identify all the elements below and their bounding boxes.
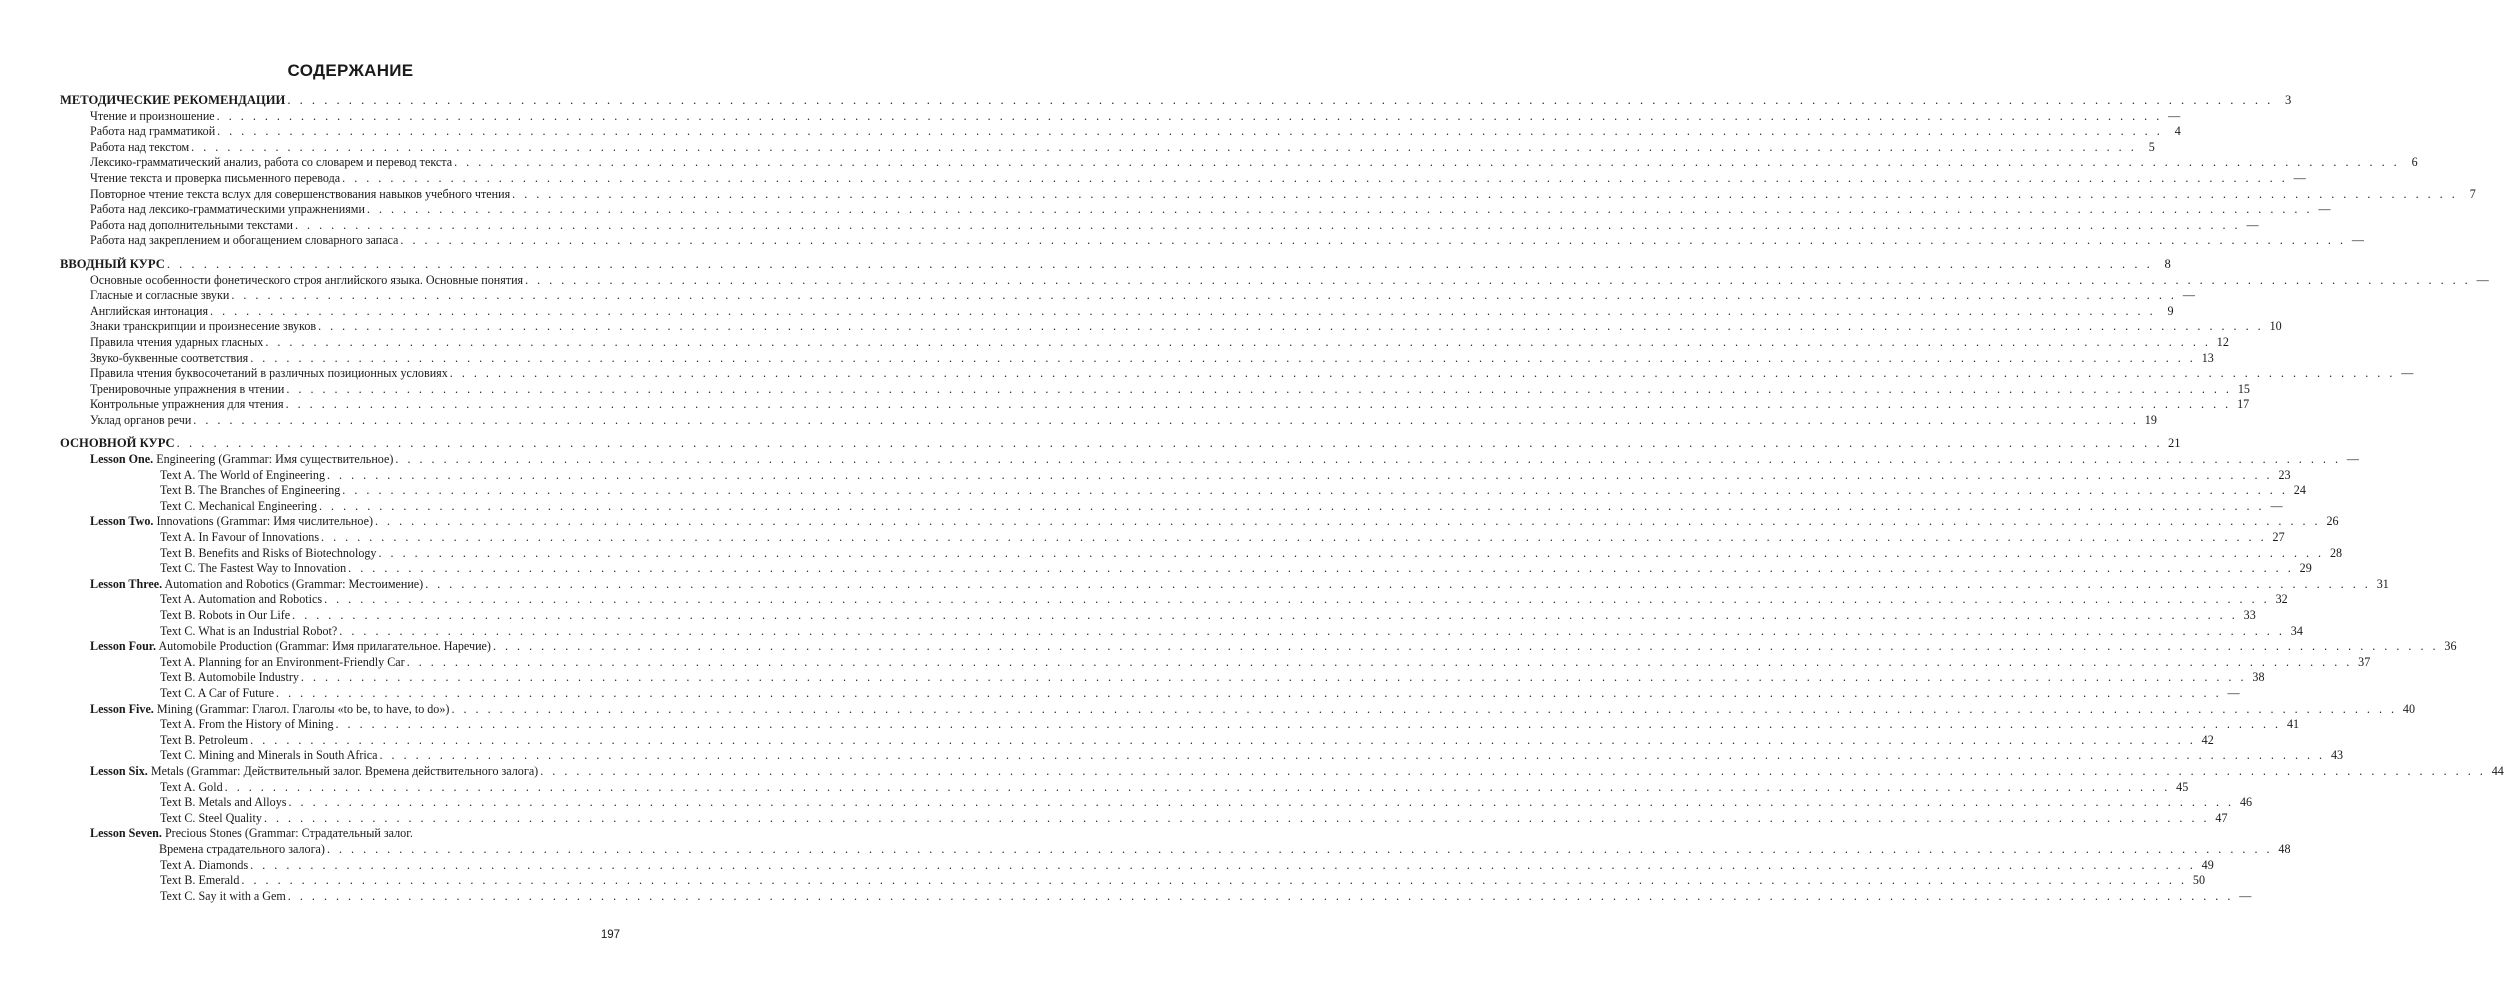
lesson-name: Lesson Three. — [90, 576, 163, 591]
text-entry-page: 47 — [2215, 810, 2228, 825]
dot-leader — [191, 140, 2137, 156]
text-entry — [60, 608, 2256, 624]
toc-entry-page: 13 — [2201, 350, 2214, 365]
lesson-entry — [60, 514, 2339, 530]
dot-leader — [225, 780, 2171, 796]
section-heading-page: 8 — [2164, 256, 2171, 271]
text-entry — [60, 623, 2303, 640]
toc-entry — [60, 303, 2174, 320]
text-entry-page: — — [2227, 685, 2240, 700]
toc-entry — [60, 155, 2418, 171]
dot-leader — [231, 288, 2177, 304]
toc-entry-page: — — [2401, 366, 2414, 381]
dot-leader — [400, 233, 2346, 249]
lesson-topic: Automation and Robotics (Grammar: Местоимение) — [164, 576, 424, 591]
toc-entry — [60, 288, 2195, 304]
text-entry-page: 24 — [2293, 483, 2306, 498]
lesson-entry-page: 40 — [2402, 701, 2416, 716]
text-entry-page: 46 — [2239, 795, 2253, 810]
dot-leader — [210, 304, 2156, 320]
lesson-entry — [60, 826, 619, 842]
dot-leader — [288, 889, 2234, 905]
text-entry — [60, 717, 2300, 733]
toc-entry-label: Уклад органов речи — [90, 412, 192, 427]
toc-entry-page: 5 — [2148, 139, 2155, 154]
dot-leader — [380, 748, 2326, 764]
dot-leader — [276, 686, 2222, 702]
toc-entry — [60, 170, 2306, 187]
toc-entry-page: 4 — [2174, 124, 2181, 139]
toc-entry-label: Знаки транскрипции и произнесение звуков — [90, 319, 317, 334]
toc-entry-page: 10 — [2269, 319, 2282, 334]
lesson-entry-label — [90, 577, 423, 593]
lesson-entry-page: 31 — [2376, 576, 2389, 591]
dot-leader — [512, 187, 2458, 203]
text-entry — [60, 857, 2214, 874]
dot-leader — [193, 413, 2139, 429]
section-heading-label: МЕТОДИЧЕСКИЕ РЕКОМЕНДАЦИИ — [60, 93, 286, 107]
text-entry — [60, 732, 2214, 749]
lesson-name: Lesson Seven. — [90, 826, 162, 841]
text-entry-page: 45 — [2176, 779, 2189, 794]
text-entry-label: Text C. Steel Quality — [160, 810, 262, 825]
dot-leader — [217, 109, 2163, 125]
text-entry-label: Text A. Diamonds — [160, 857, 249, 872]
text-entry-label: Text A. The World of Engineering — [160, 467, 325, 482]
text-entry-label: Text B. The Branches of Engineering — [160, 483, 341, 498]
text-entry-page: 33 — [2243, 608, 2256, 622]
text-entry-label: Text C. Mechanical Engineering — [160, 498, 317, 513]
toc-entry-label: Работа над лексико-грамматическими упражнениями — [90, 202, 365, 217]
dot-leader — [321, 530, 2267, 546]
lesson-entry — [60, 576, 2389, 593]
toc-entry-page: 17 — [2237, 397, 2250, 412]
dot-leader — [287, 93, 2273, 109]
dot-leader — [177, 436, 2163, 452]
text-entry-label: Text B. Benefits and Risks of Biotechnology — [160, 545, 377, 560]
toc-entry-label: Чтение и произношение — [90, 108, 215, 123]
section-heading-label: ОСНОВНОЙ КУРС — [60, 436, 175, 451]
lesson-topic: Innovations (Grammar: Имя числительное) — [156, 514, 373, 529]
dot-leader — [241, 873, 2187, 889]
text-entry — [60, 530, 2285, 546]
toc-entry — [60, 412, 2157, 429]
lesson-entry — [60, 452, 2359, 468]
toc-entry — [60, 217, 2259, 234]
dot-leader — [292, 608, 2238, 624]
dot-leader — [250, 733, 2196, 749]
lesson-entry-label — [90, 702, 449, 718]
lesson-topic: Precious Stones (Grammar: Страдательный залог. — [164, 826, 413, 841]
toc-entry-page: — — [2246, 217, 2259, 232]
dot-leader — [286, 397, 2232, 413]
dot-leader — [367, 202, 2313, 218]
toc-entry-page: — — [2318, 202, 2331, 217]
toc-entry-label: Контрольные упражнения для чтения — [90, 397, 284, 412]
toc-entry-label: Работа над дополнительными текстами — [90, 217, 293, 232]
text-entry-label: Text B. Emerald — [160, 873, 240, 888]
toc-entry-label: Работа над грамматикой — [90, 124, 216, 139]
lesson-entry-label — [90, 639, 491, 655]
text-entry-page: 29 — [2299, 561, 2312, 576]
dot-leader — [378, 546, 2324, 562]
toc-entry-page: 9 — [2167, 303, 2174, 318]
toc-entry — [60, 186, 2476, 203]
text-entry-label: Text C. The Fastest Way to Innovation — [160, 561, 347, 576]
text-entry — [60, 592, 2288, 608]
lesson-entry-cont — [60, 841, 2291, 858]
toc-entry-page: — — [2351, 233, 2364, 248]
dot-leader — [167, 257, 2153, 273]
dot-leader — [454, 155, 2400, 171]
lesson-entry — [60, 701, 2416, 718]
lesson-name: Lesson One. — [90, 452, 154, 467]
text-entry-label: Text B. Robots in Our Life — [160, 608, 291, 622]
text-entry-label: Text B. Petroleum — [160, 732, 249, 747]
dot-leader — [318, 319, 2264, 335]
toc-entry — [60, 366, 2414, 382]
dot-leader — [339, 624, 2285, 640]
dot-leader — [540, 764, 2486, 780]
section-heading-page: 21 — [2168, 436, 2181, 451]
toc-entry-label: Повторное чтение текста вслух для совершенствования навыков учебного чтения — [90, 186, 511, 201]
text-entry-page: 41 — [2286, 717, 2300, 732]
dot-leader — [451, 702, 2397, 718]
text-entry-page: 32 — [2275, 592, 2288, 607]
text-entry — [60, 873, 2205, 889]
toc-entry-page: — — [2168, 108, 2181, 123]
text-entry-page: 34 — [2290, 623, 2303, 638]
text-entry-page: — — [2239, 888, 2252, 903]
dot-leader — [493, 639, 2439, 655]
toc-entry-page: — — [2476, 272, 2489, 287]
toc-entry-label: Звуко-буквенные соответствия — [90, 350, 249, 365]
toc-entry-page: 7 — [2469, 186, 2476, 201]
text-entry — [60, 888, 2252, 905]
dot-leader — [250, 351, 2196, 367]
toc-entry — [60, 397, 2250, 413]
dot-leader — [336, 717, 2282, 733]
dot-leader — [286, 382, 2232, 398]
text-entry-page: 50 — [2192, 873, 2205, 888]
toc-entry — [60, 381, 2250, 398]
text-entry-page: 28 — [2329, 545, 2343, 560]
text-entry — [60, 795, 2253, 811]
dot-leader — [525, 273, 2471, 289]
text-entry-label: Text C. Mining and Minerals in South Africa — [160, 748, 378, 763]
lesson-name: Lesson Two. — [90, 514, 154, 529]
dot-leader — [348, 561, 2294, 577]
lesson-entry — [60, 639, 2457, 655]
lesson-topic: Automobile Production (Grammar: Имя прилагательное. Наречие) — [158, 639, 491, 654]
lesson-entry-label — [90, 514, 373, 530]
lesson-entry — [60, 763, 2504, 780]
toc-entry-label: Гласные и согласные звуки — [90, 288, 230, 303]
text-entry — [60, 810, 2228, 827]
section-heading-page: 3 — [2284, 93, 2292, 107]
dot-leader — [295, 218, 2241, 234]
toc-entry — [60, 350, 2214, 367]
dot-leader — [324, 592, 2270, 608]
lesson-topic: Engineering (Grammar: Имя существительное) — [156, 452, 394, 467]
toc-entry-page: — — [2182, 288, 2195, 303]
dot-leader — [250, 858, 2196, 874]
section-heading — [60, 256, 2171, 273]
toc-entry — [60, 124, 2181, 140]
text-entry — [60, 685, 2240, 702]
toc-entry-label: Лексико-грамматический анализ, работа со словарем и перевод текста — [90, 155, 453, 170]
section-heading — [60, 436, 2181, 452]
toc-entry-label: Работа над закреплением и обогащением словарного запаса — [90, 233, 399, 248]
dot-leader — [327, 468, 2273, 484]
toc-entry-page: — — [2293, 170, 2306, 185]
text-entry-page: 38 — [2252, 670, 2265, 685]
toc-entry — [60, 272, 2489, 289]
page-title: СОДЕРЖАНИЕ — [287, 61, 414, 80]
toc-entry-page: 15 — [2237, 381, 2250, 396]
dot-leader — [395, 452, 2341, 468]
toc-entry-label: Основные особенности фонетического строя английского языка. Основные понятия — [90, 272, 524, 287]
toc-entry-label: Английская интонация — [90, 303, 209, 318]
text-entry-label: Text A. Automation and Robotics — [160, 592, 323, 607]
lesson-topic: Mining (Grammar: Глагол. Глаголы «to be, to have, to do») — [156, 701, 450, 716]
text-entry-label: Text B. Metals and Alloys — [160, 795, 287, 810]
text-entry-label: Text C. Say it with a Gem — [160, 888, 286, 903]
toc-entry-label: Правила чтения буквосочетаний в различных позиционных условиях — [90, 366, 448, 381]
lesson-entry-label — [90, 452, 393, 468]
text-entry — [60, 498, 2283, 515]
lesson-name: Lesson Six. — [90, 763, 148, 778]
text-entry-page: 43 — [2330, 748, 2344, 763]
text-entry-label: Text C. A Car of Future — [160, 685, 275, 700]
toc-entry-label: Правила чтения ударных гласных — [90, 334, 264, 349]
toc-entry — [60, 233, 2364, 249]
dot-leader — [425, 577, 2371, 593]
toc-entry — [60, 139, 2155, 156]
text-entry — [60, 483, 2306, 499]
toc-entry-label: Тренировочные упражнения в чтении — [90, 381, 285, 396]
toc-entry — [60, 334, 2229, 351]
dot-leader — [327, 842, 2273, 858]
text-entry-label: Text C. What is an Industrial Robot? — [160, 623, 338, 638]
text-entry — [60, 545, 2343, 562]
lesson-topic: Metals (Grammar: Действительный залог. Времена действительного залога) — [150, 763, 539, 778]
toc-entry-page: 6 — [2411, 155, 2418, 170]
lesson-entry-cont-label: Времена страдательного залога) — [159, 841, 325, 856]
text-entry-label: Text A. Gold — [160, 779, 223, 794]
dot-leader — [319, 499, 2265, 515]
lesson-entry-page: 36 — [2444, 639, 2457, 654]
toc-entry-page: 19 — [2144, 412, 2157, 427]
text-entry — [60, 779, 2189, 796]
lesson-entry-cont-page: 48 — [2278, 841, 2291, 856]
text-entry-page: 49 — [2201, 857, 2214, 872]
lesson-entry-label — [90, 764, 538, 780]
dot-leader — [301, 670, 2247, 686]
dot-leader — [217, 124, 2163, 140]
dot-leader — [450, 366, 2396, 382]
toc-entry — [60, 202, 2331, 218]
text-entry-label: Text A. Planning for an Environment-Friendly Car — [160, 654, 405, 669]
text-entry-page: — — [2270, 498, 2283, 513]
text-entry-page: 23 — [2278, 467, 2291, 482]
toc-entry-label: Чтение текста и проверка письменного перевода — [90, 170, 341, 185]
text-entry — [60, 748, 2344, 764]
dot-leader — [375, 514, 2321, 530]
text-entry — [60, 654, 2371, 671]
text-entry-page: 27 — [2272, 530, 2285, 545]
text-entry — [60, 670, 2265, 686]
page-number: 197 — [600, 929, 620, 941]
lesson-name: Lesson Four. — [90, 639, 157, 654]
toc-entry-page: 12 — [2216, 334, 2229, 349]
lesson-entry-page: 44 — [2491, 763, 2504, 778]
dot-leader — [264, 811, 2210, 827]
text-entry-label: Text A. From the History of Mining — [160, 717, 334, 732]
text-entry — [60, 561, 2312, 577]
dot-leader — [288, 795, 2234, 811]
section-heading — [60, 93, 2292, 109]
section-heading-label: ВВОДНЫЙ КУРС — [60, 256, 165, 271]
toc-section — [60, 256, 2489, 429]
dot-leader — [342, 171, 2288, 187]
table-of-contents — [60, 93, 2504, 912]
dot-leader — [265, 335, 2211, 351]
text-entry — [60, 467, 2291, 484]
toc-entry-label: Работа над текстом — [90, 139, 190, 154]
text-entry-page: 42 — [2201, 732, 2214, 747]
lesson-entry-label — [90, 826, 413, 842]
dot-leader — [342, 483, 2288, 499]
toc-entry — [60, 108, 2181, 125]
text-entry-label: Text B. Automobile Industry — [160, 670, 299, 685]
text-entry-page: 37 — [2358, 654, 2371, 669]
toc-section — [60, 436, 2504, 904]
toc-entry — [60, 319, 2282, 335]
dot-leader — [407, 655, 2353, 671]
lesson-entry-page: 26 — [2326, 514, 2339, 529]
toc-section — [60, 93, 2476, 249]
text-entry-label: Text A. In Favour of Innovations — [160, 530, 320, 545]
lesson-entry-page: — — [2346, 452, 2359, 467]
lesson-name: Lesson Five. — [90, 701, 154, 716]
